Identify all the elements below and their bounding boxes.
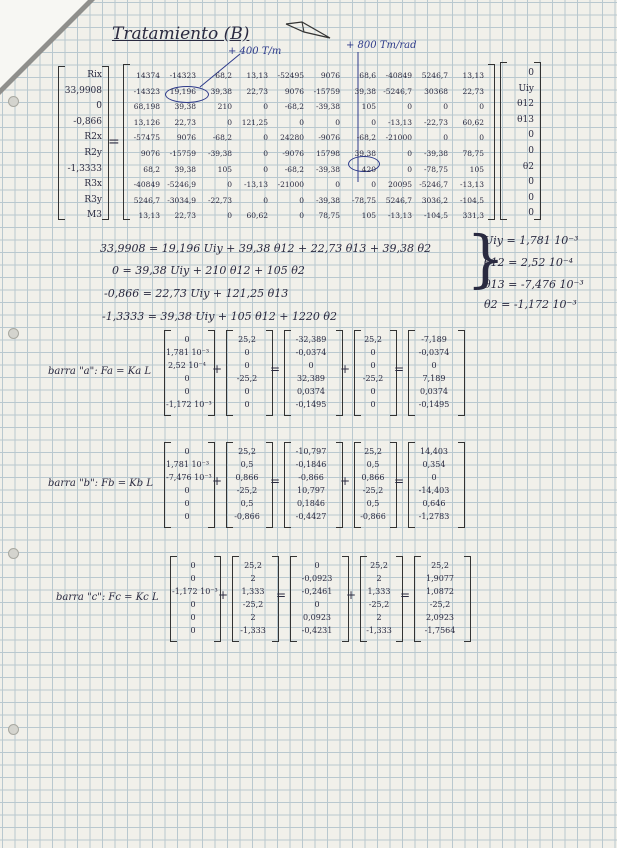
matrix-cell: 0 [528,177,534,188]
vector-cell: 0 [370,348,376,357]
matrix-right-bracket [488,64,495,220]
matrix-cell: 0 [479,133,484,143]
vector-cell: -25,2 [236,486,258,495]
vector-cell: 1,333 [241,587,265,596]
matrix-cell: M3 [87,210,102,221]
matrix-cell: -14323 [133,86,160,96]
vector-cell: 0 [370,387,376,396]
matrix-cell: 39,38 [174,164,196,174]
matrix-cell: -5246,7 [383,86,412,96]
matrix-cell: 24280 [280,133,304,143]
vector-cell: 0 [190,574,196,583]
bar-label: barra "b": Fb = Kb L [48,478,153,489]
matrix-cell: 22,73 [462,86,484,96]
matrix-cell: 68,2 [215,71,232,80]
vector-cell: -25,2 [429,600,451,609]
matrix-cell: -104,5 [459,195,484,205]
matrix-cell: -3034,9 [167,195,196,205]
matrix-cell: 14374 [136,71,160,80]
vector-cell: 0 [370,361,376,370]
matrix-cell: -21000 [385,133,412,143]
vector-cell: 0 [314,561,320,570]
vector-cell: 0,5 [366,460,380,469]
matrix-cell: -21000 [277,180,304,190]
matrix-cell: -78,75 [351,195,376,205]
vector-cell: -7,476 10⁻³ [166,473,212,482]
vector-cell: -10,797 [295,447,327,456]
vector-cell: 0,5 [240,499,254,508]
equals-sign: = [108,134,120,150]
vector-cell: 2 [376,574,382,583]
equation-3: -0,866 = 22,73 Uiy + 121,25 θ13 [104,287,289,300]
force-vector [172,559,218,637]
stiffness-matrix [126,68,486,221]
vector-cell: -1,333 [366,626,392,635]
vector-cell: 1,0872 [426,587,454,596]
bar-label: barra "c": Fc = Kc L [56,592,159,603]
matrix-cell: 13,13 [246,71,268,80]
matrix-cell: θ2 [522,161,534,172]
matrix-cell: 13,126 [133,117,160,127]
vector-cell: 0 [184,486,190,495]
reaction-vector [60,68,102,224]
matrix-cell: -39,38 [315,102,340,112]
matrix-cell: 15798 [316,148,340,158]
vector-cell: 0 [431,473,437,482]
vector-cell: -0,2461 [301,587,333,596]
vector-cell: -1,172 10⁻³ [172,587,218,596]
matrix-cell: 13,13 [462,71,484,80]
equation-4: -1,3333 = 39,38 Uiy + 105 θ12 + 1220 θ2 [102,310,338,323]
vector-cell: -25,2 [242,600,264,609]
vector-cell: 0 [190,561,196,570]
matrix-cell: -22,73 [207,195,232,205]
equation-1: 33,9908 = 19,196 Uiy + 39,38 θ12 + 22,73 θ13 + 39,38 θ2 [100,242,432,255]
force-vector [286,333,336,411]
matrix-cell: R3x [84,179,102,190]
matrix-cell: 22,73 [174,211,196,221]
matrix-cell: 0 [227,211,232,221]
matrix-cell: 9076 [140,148,160,158]
vector-cell: 32,389 [297,374,325,383]
punch-hole [8,328,19,339]
vector-cell: 0 [244,348,250,357]
force-vector [416,559,464,637]
vector-cell: 2 [250,613,256,622]
equation-2: 0 = 39,38 Uiy + 210 θ12 + 105 θ2 [112,264,305,277]
matrix-cell: θ12 [517,99,534,110]
matrix-cell: Uiy [518,83,534,94]
annotation-spring-2: + 800 Tm/rad [346,40,417,51]
vector-cell: -25,2 [236,374,258,383]
matrix-cell: 0 [299,117,304,127]
plus-sign: + [218,588,229,602]
matrix-cell: 68,2 [143,164,160,174]
matrix-cell: -9076 [318,133,340,143]
stiffness-column [414,68,448,224]
vector-cell: 0,0374 [297,387,325,396]
displacement-right-bracket [534,62,541,220]
vector-cell: 1,781 10⁻³ [166,460,210,469]
force-vector [362,559,396,637]
vector-cell: 0 [370,400,376,409]
vector-cell: 25,2 [431,561,449,570]
vector-cell: 0 [308,361,314,370]
matrix-cell: 22,73 [174,117,196,127]
vector-cell: 25,2 [238,335,256,344]
matrix-cell: -39,38 [315,164,340,174]
matrix-cell: -9076 [282,148,304,158]
vector-cell: 0 [431,361,437,370]
matrix-cell: R2x [84,132,102,143]
vector-cell: -7,189 [421,335,447,344]
matrix-cell: 60,62 [246,211,268,221]
vector-cell: -25,2 [362,486,384,495]
stiffness-column [162,68,196,224]
force-vector [356,333,390,411]
equals-sign: = [394,362,405,376]
matrix-cell: 0 [263,164,268,174]
matrix-cell: 0 [227,180,232,190]
matrix-cell: -15759 [169,148,196,158]
matrix-cell: -13,13 [387,117,412,127]
matrix-cell: 39,38 [354,148,376,158]
vector-cell: 0,0374 [420,387,448,396]
matrix-cell: 78,75 [462,148,484,158]
plus-sign: + [340,474,351,488]
matrix-cell: 0 [371,117,376,127]
matrix-cell: -68,2 [284,102,304,112]
vector-cell: 0 [184,447,190,456]
matrix-cell: 39,38 [354,86,376,96]
stiffness-column [270,68,304,224]
matrix-cell: 0 [479,102,484,112]
force-vector [166,445,212,523]
matrix-cell: 0 [407,102,412,112]
vector-cell: 0,0923 [303,613,331,622]
structure-sketch [282,18,334,44]
vector-cell: -1,333 [240,626,266,635]
matrix-cell: 0 [227,117,232,127]
vector-cell: 0,354 [422,460,446,469]
page-title: Tratamiento (B) [112,24,250,44]
solution-uiy: Uiy = 1,781 10⁻³ [484,234,579,247]
matrix-cell: 22,73 [246,86,268,96]
matrix-cell: 0 [371,180,376,190]
matrix-cell: 0 [528,208,534,219]
matrix-cell: 0 [528,145,534,156]
matrix-cell: θ13 [517,114,534,125]
stiffness-column [342,68,376,224]
matrix-cell: 0 [335,117,340,127]
vector-cell: -14,403 [418,486,450,495]
punch-hole [8,548,19,559]
matrix-cell: 105 [361,211,376,221]
matrix-cell: 30368 [424,86,448,96]
force-vector [286,445,336,523]
stiffness-column [126,68,160,224]
equals-sign: = [394,474,405,488]
matrix-cell: -68,2 [356,133,376,143]
matrix-cell: 33,9908 [64,85,102,96]
vector-cell: 0 [190,613,196,622]
force-vector [234,559,272,637]
vector-cell: -0,866 [360,512,386,521]
vector-cell: 25,2 [238,447,256,456]
matrix-cell: -14323 [169,71,196,80]
vector-cell: -25,2 [362,374,384,383]
matrix-cell: 210 [217,102,232,112]
matrix-cell: -57475 [133,133,160,143]
annotation-spring-1: + 400 T/m [228,46,282,57]
matrix-cell: -39,38 [207,148,232,158]
vector-cell: 0 [244,400,250,409]
vector-cell: 2 [250,574,256,583]
force-vector [410,333,458,411]
vector-cell: -0,866 [298,473,324,482]
matrix-cell: -13,13 [387,211,412,221]
equals-sign: = [400,588,411,602]
vector-cell: 0 [190,600,196,609]
matrix-cell: -39,38 [315,195,340,205]
vector-cell: 0 [244,361,250,370]
vector-cell: 0 [184,374,190,383]
vector-cell: 25,2 [364,335,382,344]
matrix-cell: 0 [443,133,448,143]
matrix-cell: 39,38 [174,102,196,112]
matrix-cell: -78,75 [423,164,448,174]
vector-cell: 2,0923 [426,613,454,622]
vector-cell: -25,2 [368,600,390,609]
vector-cell: -1,172 10⁻³ [166,400,212,409]
solution-theta12: θ12 = 2,52 10⁻⁴ [484,256,574,269]
stiffness-column [450,68,484,224]
vector-cell: 0,5 [366,499,380,508]
vector-cell: -0,0374 [418,348,450,357]
vector-bracket [458,330,465,416]
vector-cell: -0,1846 [295,460,327,469]
vector-cell: 0 [244,387,250,396]
vector-cell: -0,1495 [418,400,450,409]
system-brace: } [466,222,506,295]
force-vector [292,559,342,637]
vector-cell: 0 [184,387,190,396]
vector-cell: 25,2 [364,447,382,456]
vector-cell: 1,781 10⁻³ [166,348,210,357]
vector-cell: 0,866 [361,473,385,482]
vector-cell: -0,0923 [301,574,333,583]
matrix-cell: 0 [263,195,268,205]
matrix-cell: 0 [96,101,102,112]
matrix-cell: -104,5 [423,211,448,221]
vector-cell: -0,866 [234,512,260,521]
matrix-cell: -0,866 [73,116,102,127]
matrix-cell: 3036,2 [421,195,448,205]
matrix-cell: 5246,7 [133,195,160,205]
vector-cell: 0 [190,626,196,635]
matrix-cell: -40849 [133,180,160,190]
vector-cell: 0 [184,499,190,508]
matrix-cell: 0 [407,148,412,158]
vector-bracket [458,442,465,528]
vector-cell: 25,2 [370,561,388,570]
matrix-cell: 5246,7 [421,71,448,80]
force-vector [228,333,266,411]
matrix-cell: 420 [361,164,376,174]
vector-cell: 7,189 [422,374,446,383]
matrix-cell: Rix [87,70,102,80]
vector-cell: 0 [184,512,190,521]
vector-cell: -32,389 [295,335,327,344]
matrix-cell: -68,2 [212,133,232,143]
matrix-cell: 331,3 [462,211,484,221]
matrix-cell: -15759 [313,86,340,96]
matrix-cell: 0 [407,164,412,174]
equals-sign: = [270,474,281,488]
force-vector [166,333,212,411]
vector-cell: 1,333 [367,587,391,596]
vector-cell: -0,1495 [295,400,327,409]
equals-sign: = [270,362,281,376]
vector-cell: 0 [184,335,190,344]
matrix-cell: 0 [528,192,534,203]
matrix-cell: 5246,7 [385,195,412,205]
force-vector [410,445,458,523]
matrix-cell: 78,75 [318,211,340,221]
matrix-cell: -68,2 [284,164,304,174]
matrix-cell: 9076 [176,133,196,143]
matrix-cell: 0 [299,211,304,221]
matrix-cell: 0 [335,180,340,190]
vector-cell: 2 [376,613,382,622]
vector-cell: 10,797 [297,486,325,495]
matrix-cell: -22,73 [423,117,448,127]
plus-sign: + [340,362,351,376]
vector-cell: 14,403 [420,447,448,456]
plus-sign: + [212,362,223,376]
vector-cell: -1,7564 [424,626,456,635]
vector-cell: 0,1846 [297,499,325,508]
displacement-vector [502,66,534,222]
stiffness-column [306,68,340,224]
vector-bracket [464,556,471,642]
matrix-cell: 0 [528,68,534,78]
matrix-cell: 39,38 [210,86,232,96]
matrix-cell: 13,13 [138,211,160,221]
matrix-cell: 0 [299,195,304,205]
vector-cell: 0,646 [422,499,446,508]
matrix-cell: R3y [84,194,102,205]
matrix-cell: 9076 [284,86,304,96]
solution-theta2: θ2 = -1,172 10⁻³ [484,298,577,311]
punch-hole [8,724,19,735]
matrix-cell: -13,13 [459,180,484,190]
matrix-cell: 105 [469,164,484,174]
matrix-cell: 68,6 [359,71,376,80]
matrix-cell: 0 [263,133,268,143]
matrix-cell: 105 [217,164,232,174]
vector-cell: 0,866 [235,473,259,482]
vector-cell: -1,2783 [418,512,450,521]
vector-cell: -0,4231 [301,626,333,635]
matrix-cell: R2y [84,147,102,158]
matrix-cell: 68,198 [133,102,160,112]
matrix-cell: 19,196 [169,86,196,96]
matrix-cell: -5246,7 [419,180,448,190]
vector-cell: 2,52 10⁻⁴ [168,361,206,370]
stiffness-column [198,68,232,224]
vector-cell: -0,0374 [295,348,327,357]
vector-cell: 25,2 [244,561,262,570]
stiffness-column [378,68,412,224]
matrix-cell: 60,62 [462,117,484,127]
matrix-cell: -40849 [385,71,412,80]
matrix-cell: 0 [443,102,448,112]
stiffness-column [234,68,268,224]
matrix-cell: -13,13 [243,180,268,190]
vector-cell: 0 [314,600,320,609]
matrix-cell: 0 [528,130,534,141]
vector-cell: 1,9077 [426,574,454,583]
vector-cell: 0,5 [240,460,254,469]
matrix-cell: 9076 [320,71,340,80]
solution-theta13: θ13 = -7,476 10⁻³ [484,278,584,291]
plus-sign: + [346,588,357,602]
plus-sign: + [212,474,223,488]
matrix-cell: 121,25 [241,117,268,127]
equals-sign: = [276,588,287,602]
matrix-cell: 105 [361,102,376,112]
vector-cell: -0,4427 [295,512,327,521]
matrix-cell: 0 [263,148,268,158]
matrix-cell: 0 [263,102,268,112]
matrix-cell: -52495 [277,71,304,80]
force-vector [356,445,390,523]
punch-hole [8,96,19,107]
matrix-cell: -1,3333 [67,163,102,174]
bar-label: barra "a": Fa = Ka L [48,366,151,377]
force-vector [228,445,266,523]
matrix-cell: -5246,9 [167,180,196,190]
matrix-cell: 20095 [388,180,412,190]
matrix-cell: -39,38 [423,148,448,158]
